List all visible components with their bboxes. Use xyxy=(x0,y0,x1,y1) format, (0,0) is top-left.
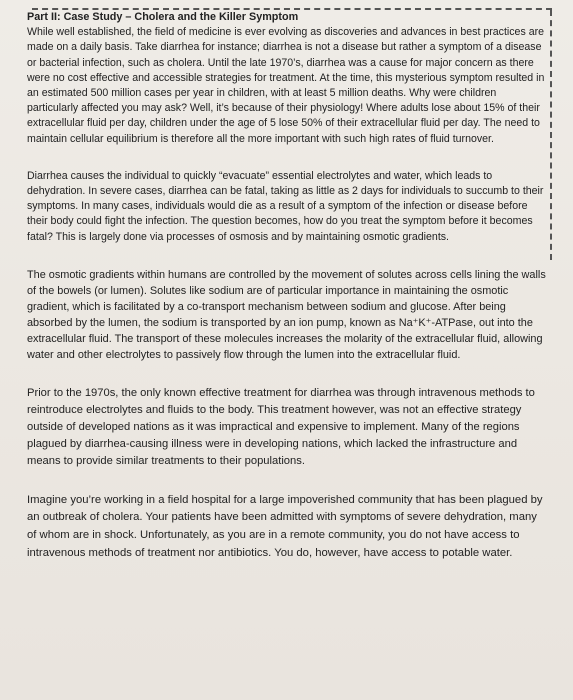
dashed-border-right xyxy=(550,10,552,260)
paragraph-prior-treatment: Prior to the 1970s, the only known effective treatment for diarrhea was through intravenous methods to reintroduce electrolytes and fluids to the body. This treatment however, was not an effective strategy outside of developed nations as it was impractical and expensive to implement. Many of the regions plagued by diarrhea-causing illness were in developing nations, which lacked the infrastructure and means to provide similar treatments to their populations. xyxy=(27,386,535,467)
paragraph-intro: While well established, the field of medicine is ever evolving as discoveries and advances in best practices are made on a daily basis. Take diarrhea for instance; diarrhea is not a disease but rather a symptom of a disease or bacterial infection, such as cholera. Until the late 1970’s, diarrhea was a cause for major concern as there were no cost effective and accessible strategies for treatment. At the time, this mysterious symptom resulted in an estimated 500 million cases per year in children, with at least 5 million deaths. Why were children particularly affected you may ask? Well, it’s because of their physiology! Where adults lose about 15% of their extracellular fluid per day, children under the age of 5 lose 50% of their extracellular fluid per day. The need to maintain cellular equilibrium is therefore all the more important with such high rates of fluid turnover. xyxy=(27,26,545,145)
section-title: Part II: Case Study – Cholera and the Killer Symptom xyxy=(27,11,299,23)
document-body xyxy=(27,10,547,562)
paragraph-osmotic-gradients: The osmotic gradients within humans are controlled by the movement of solutes across cells lining the walls of the bowels (or lumen). Solutes like sodium are of particular importance in maintaining the osmotic gradient, which is facilitated by a co-transport mechanism between sodium and glucose. After being absorbed by the lumen, the sodium is transported by an ion pump, known as Na⁺K⁺-ATPase, out into the extracellular fluid. The transport of these molecules increases the molarity of the extracellular fluid, allowing water and other electrolytes to passively flow through the lumen into the extracellular fluid. xyxy=(27,268,546,361)
paragraph-dehydration: Diarrhea causes the individual to quickly “evacuate” essential electrolytes and water, which leads to dehydration. In severe cases, diarrhea can be fatal, taking as little as 2 days for individuals to succumb to their symptoms. In many cases, individuals would die as a result of a symptom of the infection or disease before their body could fight the infection. The question becomes, how do you treat the symptom before it becomes fatal? This is largely done via processes of osmosis and by maintaining osmotic gradients. xyxy=(27,169,544,243)
paragraph-scenario: Imagine you’re working in a field hospital for a large impoverished community that has been plagued by an outbreak of cholera. Your patients have been admitted with symptoms of severe dehydration, many of whom are in shock. Unfortunately, as you are in a remote community, you do not have access to intravenous methods of treatment nor antibiotics. You do, however, have access to potable water. xyxy=(27,493,543,559)
